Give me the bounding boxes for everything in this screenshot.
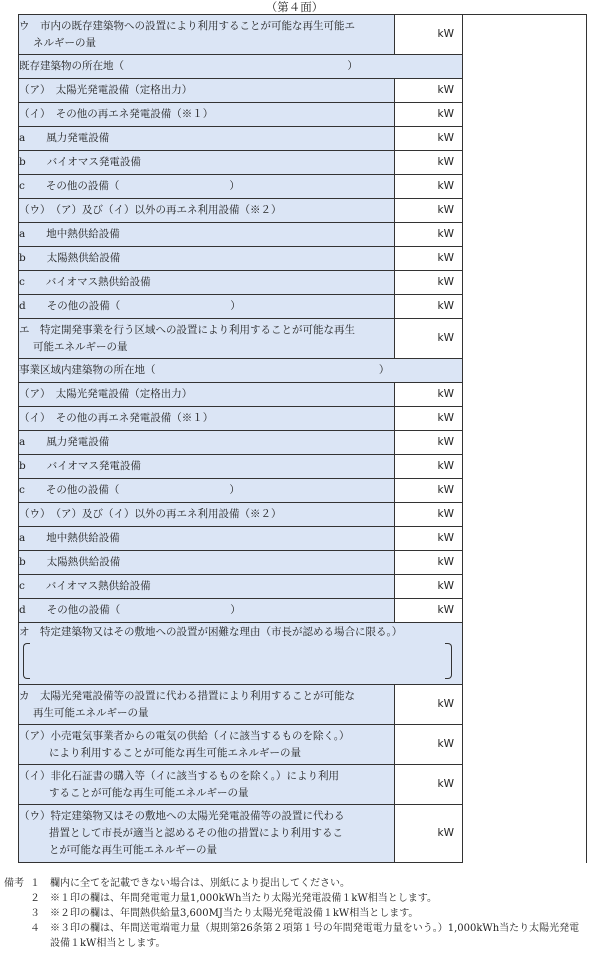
section-e-geothermal-label: a 地中熱供給設備 bbox=[19, 527, 395, 551]
section-ka-item-i-label: （イ）非化石証書の購入等（イに該当するものを除く。）により利用 することが可能な再生可能エネルギーの量 bbox=[19, 765, 395, 805]
section-e-heat-label: （ウ） （ア）及び（イ）以外の再エネ利用設備（※２） bbox=[19, 503, 395, 527]
section-e-other-gen-field[interactable]: kW bbox=[395, 407, 463, 431]
section-u-heat-field[interactable]: kW bbox=[395, 199, 463, 223]
note-item: 備考 １ 欄内に全てを記載できない場合は、別紙により提出してください。 bbox=[4, 878, 350, 889]
section-e-solar-field[interactable]: kW bbox=[395, 383, 463, 407]
side-blank-column-2 bbox=[463, 359, 587, 863]
section-o-reason-input[interactable] bbox=[23, 643, 452, 679]
section-u-location-field[interactable]: 既存建築物の所在地（ ） bbox=[19, 55, 463, 79]
section-u-biomass-gen-label: b バイオマス発電設備 bbox=[19, 151, 395, 175]
section-u-biomass-heat-field[interactable]: kW bbox=[395, 271, 463, 295]
section-ka-value-field[interactable]: kW bbox=[395, 685, 463, 725]
side-blank-column-1 bbox=[463, 15, 587, 359]
section-e-other-heat-equipment-field[interactable]: kW bbox=[395, 599, 463, 623]
note-item: ４ ※３印の欄は、年間送電端電力量（規則第26条第２項第１号の年間発電電力量をいう。）1,000kWh当たり太陽光発電設備１kW相当とします。 bbox=[30, 923, 580, 949]
section-e-solar-heat-label: b 太陽熱供給設備 bbox=[19, 551, 395, 575]
section-u-geothermal-label: a 地中熱供給設備 bbox=[19, 223, 395, 247]
section-e-geothermal-field[interactable]: kW bbox=[395, 527, 463, 551]
section-e-biomass-heat-field[interactable]: kW bbox=[395, 575, 463, 599]
section-e-biomass-gen-label: b バイオマス発電設備 bbox=[19, 455, 395, 479]
renewable-energy-form-table bbox=[18, 14, 587, 863]
section-u-geothermal-field[interactable]: kW bbox=[395, 223, 463, 247]
section-e-value-field[interactable]: kW bbox=[395, 319, 463, 359]
section-e-location-field[interactable]: 事業区域内建築物の所在地（ ） bbox=[19, 359, 463, 383]
section-u-other-gen-equipment-field[interactable]: kW bbox=[395, 175, 463, 199]
right-bracket bbox=[445, 643, 452, 679]
section-e-wind-label: a 風力発電設備 bbox=[19, 431, 395, 455]
section-u-value-field[interactable]: kW bbox=[395, 15, 463, 55]
page-number-label: （第４面） bbox=[265, 0, 324, 14]
section-u-other-heat-equipment-label[interactable]: d その他の設備（ ） bbox=[19, 295, 395, 319]
section-u-other-gen-field[interactable]: kW bbox=[395, 103, 463, 127]
section-u-other-gen-label: （イ） その他の再エネ発電設備（※１） bbox=[19, 103, 395, 127]
section-e-solar-label: （ア） 太陽光発電設備（定格出力） bbox=[19, 383, 395, 407]
section-u-solar-heat-label: b 太陽熱供給設備 bbox=[19, 247, 395, 271]
note-item: ３ ※２印の欄は、年間熱供給量3,600MJ当たり太陽光発電設備１kW相当とします。 bbox=[30, 908, 419, 919]
section-u-solar-label: （ア） 太陽光発電設備（定格出力） bbox=[19, 79, 395, 103]
section-u-biomass-gen-field[interactable]: kW bbox=[395, 151, 463, 175]
section-u-solar-heat-field[interactable]: kW bbox=[395, 247, 463, 271]
section-ka-title: カ 太陽光発電設備等の設置に代わる措置により利用することが可能な 再生可能エネルギーの量 bbox=[19, 685, 395, 725]
section-u-wind-field[interactable]: kW bbox=[395, 127, 463, 151]
section-e-other-gen-label: （イ） その他の再エネ発電設備（※１） bbox=[19, 407, 395, 431]
section-e-other-gen-equipment-field[interactable]: kW bbox=[395, 479, 463, 503]
section-e-biomass-heat-label: c バイオマス熱供給設備 bbox=[19, 575, 395, 599]
section-u-other-heat-equipment-field[interactable]: kW bbox=[395, 295, 463, 319]
section-u-biomass-heat-label: c バイオマス熱供給設備 bbox=[19, 271, 395, 295]
section-e-solar-heat-field[interactable]: kW bbox=[395, 551, 463, 575]
section-u-title: ウ 市内の既存建築物への設置により利用することが可能な再生可能エ ネルギーの量 bbox=[19, 15, 395, 55]
section-ka-item-u-field[interactable]: kW bbox=[395, 805, 463, 863]
section-o-title: オ 特定建築物又はその敷地への設置が困難な理由（市長が認める場合に限る。） bbox=[19, 626, 403, 638]
section-ka-item-i-field[interactable]: kW bbox=[395, 765, 463, 805]
notes-section bbox=[4, 876, 588, 951]
section-e-wind-field[interactable]: kW bbox=[395, 431, 463, 455]
section-u-heat-label: （ウ） （ア）及び（イ）以外の再エネ利用設備（※２） bbox=[19, 199, 395, 223]
section-ka-item-a-label: （ア）小売電気事業者からの電気の供給（イに該当するものを除く。） により利用することが可能な再生可能エネルギーの量 bbox=[19, 725, 395, 765]
section-u-other-gen-equipment-label[interactable]: c その他の設備（ ） bbox=[19, 175, 395, 199]
section-e-title: エ 特定開発事業を行う区域への設置により利用することが可能な再生 可能エネルギーの量 bbox=[19, 319, 395, 359]
section-u-solar-field[interactable]: kW bbox=[395, 79, 463, 103]
section-e-other-gen-equipment-label[interactable]: c その他の設備（ ） bbox=[19, 479, 395, 503]
section-e-biomass-gen-field[interactable]: kW bbox=[395, 455, 463, 479]
section-e-other-heat-equipment-label[interactable]: d その他の設備（ ） bbox=[19, 599, 395, 623]
section-u-wind-label: a 風力発電設備 bbox=[19, 127, 395, 151]
section-ka-item-u-label: （ウ）特定建築物又はその敷地への太陽光発電設備等の設置に代わる 措置として市長が適当と認めるその他の措置により利用するこ とが可能な再生可能エネルギーの量 bbox=[19, 805, 395, 863]
section-ka-item-a-field[interactable]: kW bbox=[395, 725, 463, 765]
note-item: ２ ※１印の欄は、年間発電電力量1,000kWh当たり太陽光発電設備１kW相当とします。 bbox=[30, 893, 437, 904]
section-o-reason-block bbox=[19, 623, 463, 685]
left-bracket bbox=[23, 643, 30, 679]
section-e-heat-field[interactable]: kW bbox=[395, 503, 463, 527]
